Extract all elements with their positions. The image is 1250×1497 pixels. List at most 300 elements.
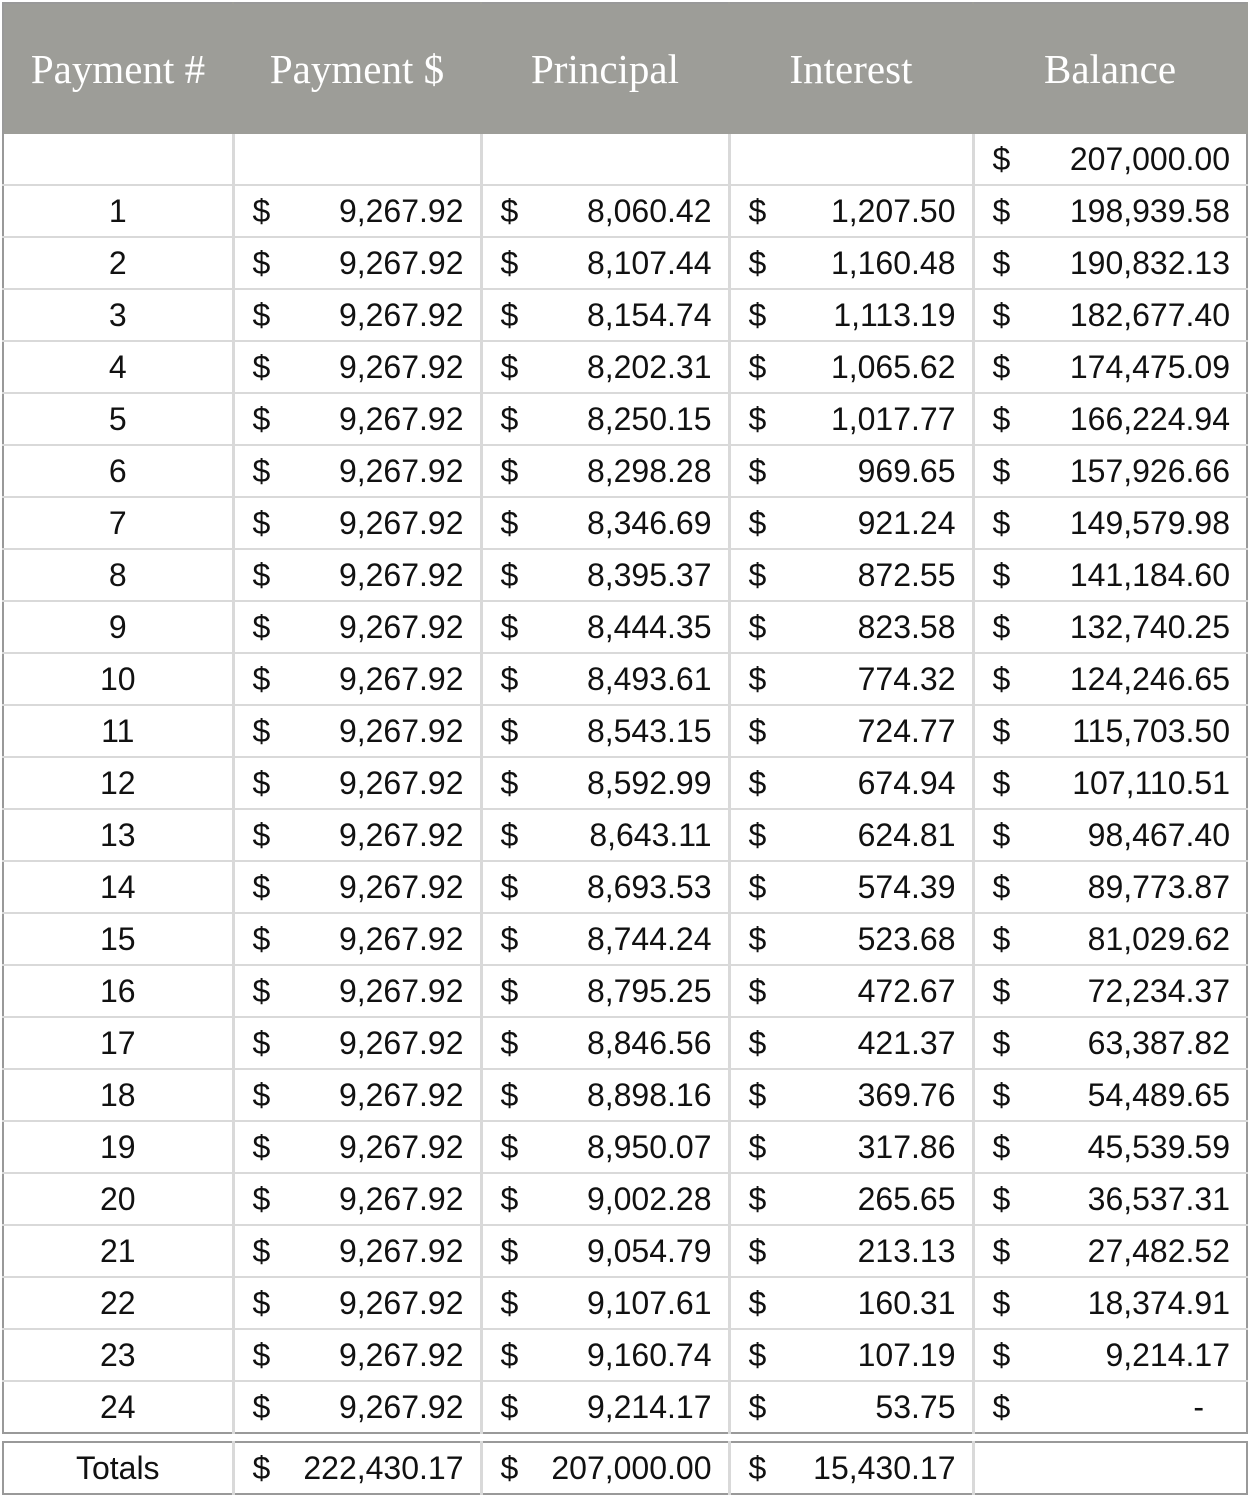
- balance-cell: [973, 913, 1247, 965]
- header-payment-number: Payment #: [3, 3, 233, 134]
- payment-number-cell: 19: [3, 1121, 233, 1173]
- currency-symbol: $: [748, 1076, 767, 1113]
- currency-symbol: $: [500, 556, 519, 593]
- payment-amount-value: 9,267.92: [338, 712, 464, 749]
- header-row: [3, 3, 1247, 134]
- balance-value: 198,939.58: [1069, 192, 1230, 229]
- principal-value: 8,202.31: [586, 348, 712, 385]
- principal-value: 9,214.17: [586, 1388, 712, 1425]
- table-row: [3, 1329, 1247, 1381]
- table-row: [3, 965, 1247, 1017]
- principal-value: 8,898.16: [586, 1076, 712, 1113]
- currency-symbol: $: [748, 660, 767, 697]
- principal-value: 8,298.28: [586, 452, 712, 489]
- table-row: [3, 653, 1247, 705]
- opening-balance-cell: [973, 134, 1247, 185]
- totals-interest-cell: [729, 1442, 973, 1494]
- totals-label: Totals: [3, 1442, 233, 1494]
- currency-symbol: $: [500, 1180, 519, 1217]
- currency-symbol: $: [252, 348, 271, 385]
- currency-symbol: $: [500, 972, 519, 1009]
- balance-cell: [973, 237, 1247, 289]
- principal-value: 9,054.79: [586, 1232, 712, 1269]
- table-row: [3, 497, 1247, 549]
- currency-symbol: $: [748, 1180, 767, 1217]
- payment-number-cell: 23: [3, 1329, 233, 1381]
- totals-table: [2, 1441, 1248, 1495]
- currency-symbol: $: [748, 712, 767, 749]
- principal-cell: [481, 653, 729, 705]
- payment-amount-cell: [233, 185, 481, 237]
- interest-value: 160.31: [857, 1284, 956, 1321]
- balance-value: 72,234.37: [1087, 972, 1230, 1009]
- balance-value: 174,475.09: [1069, 348, 1230, 385]
- currency-symbol: $: [252, 452, 271, 489]
- opening-balance-value: 207,000.00: [1069, 140, 1230, 177]
- interest-cell: [729, 1277, 973, 1329]
- currency-symbol: $: [748, 348, 767, 385]
- currency-symbol: $: [252, 244, 271, 281]
- payment-amount-value: 9,267.92: [338, 348, 464, 385]
- currency-symbol: $: [992, 1024, 1011, 1061]
- totals-payment-value: 222,430.17: [303, 1449, 464, 1486]
- balance-cell: [973, 393, 1247, 445]
- currency-symbol: $: [992, 348, 1011, 385]
- balance-cell: [973, 289, 1247, 341]
- header-principal: Principal: [481, 3, 729, 134]
- balance-value: 54,489.65: [1087, 1076, 1230, 1113]
- currency-symbol: $: [252, 296, 271, 333]
- currency-symbol: $: [500, 504, 519, 541]
- currency-symbol: $: [500, 660, 519, 697]
- payment-amount-cell: [233, 705, 481, 757]
- balance-value: 190,832.13: [1069, 244, 1230, 281]
- interest-value: 1,113.19: [833, 296, 956, 333]
- currency-symbol: $: [252, 1076, 271, 1113]
- currency-symbol: $: [500, 348, 519, 385]
- table-row: [3, 601, 1247, 653]
- interest-cell: [729, 1069, 973, 1121]
- table-row: [3, 341, 1247, 393]
- currency-symbol: $: [992, 972, 1011, 1009]
- balance-value: 166,224.94: [1069, 400, 1230, 437]
- balance-value: 115,703.50: [1072, 712, 1230, 749]
- balance-cell: [973, 1225, 1247, 1277]
- balance-cell: [973, 1381, 1247, 1433]
- table-row: [3, 445, 1247, 497]
- balance-value: 63,387.82: [1087, 1024, 1230, 1061]
- balance-cell: [973, 445, 1247, 497]
- currency-symbol: $: [992, 452, 1011, 489]
- balance-cell: [973, 809, 1247, 861]
- payment-amount-cell: [233, 1277, 481, 1329]
- principal-cell: [481, 289, 729, 341]
- payment-amount-value: 9,267.92: [338, 400, 464, 437]
- payment-number-cell: 12: [3, 757, 233, 809]
- currency-symbol: $: [252, 192, 271, 229]
- principal-cell: [481, 1017, 729, 1069]
- payment-amount-value: 9,267.92: [338, 1180, 464, 1217]
- interest-cell: [729, 237, 973, 289]
- balance-cell: [973, 601, 1247, 653]
- currency-symbol: $: [500, 400, 519, 437]
- balance-value: 36,537.31: [1087, 1180, 1230, 1217]
- payment-amount-value: 9,267.92: [338, 192, 464, 229]
- payment-amount-value: 9,267.92: [338, 296, 464, 333]
- payment-amount-cell: [233, 341, 481, 393]
- principal-value: 9,002.28: [586, 1180, 712, 1217]
- balance-value: 9,214.17: [1105, 1336, 1230, 1373]
- principal-value: 8,250.15: [586, 400, 712, 437]
- currency-symbol: $: [992, 920, 1011, 957]
- payment-amount-cell: [233, 1121, 481, 1173]
- principal-value: 8,346.69: [586, 504, 712, 541]
- currency-symbol: $: [992, 400, 1011, 437]
- payment-amount-cell: [233, 549, 481, 601]
- amortization-table: [2, 2, 1248, 1434]
- currency-symbol: $: [252, 920, 271, 957]
- currency-symbol: $: [252, 816, 271, 853]
- payment-amount-value: 9,267.92: [338, 1336, 464, 1373]
- opening-balance-row: [3, 134, 1247, 185]
- principal-value: 8,950.07: [586, 1128, 712, 1165]
- balance-value: -: [1193, 1388, 1204, 1425]
- payment-amount-value: 9,267.92: [338, 972, 464, 1009]
- balance-value: 124,246.65: [1069, 660, 1230, 697]
- payment-number-cell: 15: [3, 913, 233, 965]
- table-row: [3, 237, 1247, 289]
- currency-symbol: $: [992, 1128, 1011, 1165]
- currency-symbol: $: [500, 816, 519, 853]
- currency-symbol: $: [252, 764, 271, 801]
- currency-symbol: $: [252, 660, 271, 697]
- interest-value: 823.58: [857, 608, 956, 645]
- principal-value: 9,107.61: [586, 1284, 712, 1321]
- balance-cell: [973, 705, 1247, 757]
- currency-symbol: $: [500, 1284, 519, 1321]
- interest-cell: [729, 809, 973, 861]
- payment-number-cell: 24: [3, 1381, 233, 1433]
- payment-number-cell: 11: [3, 705, 233, 757]
- interest-value: 921.24: [857, 504, 956, 541]
- currency-symbol: $: [748, 452, 767, 489]
- currency-symbol: $: [748, 608, 767, 645]
- principal-value: 8,395.37: [586, 556, 712, 593]
- currency-symbol: $: [992, 816, 1011, 853]
- currency-symbol: $: [992, 192, 1011, 229]
- currency-symbol: $: [500, 1336, 519, 1373]
- currency-symbol: $: [500, 608, 519, 645]
- payment-amount-value: 9,267.92: [338, 1076, 464, 1113]
- principal-cell: [481, 1329, 729, 1381]
- principal-cell: [481, 237, 729, 289]
- payment-number-cell: 18: [3, 1069, 233, 1121]
- currency-symbol: $: [992, 660, 1011, 697]
- table-row: [3, 1017, 1247, 1069]
- principal-cell: [481, 445, 729, 497]
- payment-amount-value: 9,267.92: [338, 1232, 464, 1269]
- currency-symbol: $: [992, 1336, 1011, 1373]
- currency-symbol: $: [500, 244, 519, 281]
- payment-number-cell: 20: [3, 1173, 233, 1225]
- payment-number-cell: 16: [3, 965, 233, 1017]
- table-row: [3, 549, 1247, 601]
- table-row: [3, 861, 1247, 913]
- balance-value: 141,184.60: [1069, 556, 1230, 593]
- principal-value: 8,060.42: [586, 192, 712, 229]
- interest-cell: [729, 705, 973, 757]
- empty-cell: [729, 134, 973, 185]
- payment-number-cell: 3: [3, 289, 233, 341]
- currency-symbol: $: [748, 504, 767, 541]
- payment-amount-cell: [233, 237, 481, 289]
- payment-amount-cell: [233, 497, 481, 549]
- currency-symbol: $: [748, 1024, 767, 1061]
- interest-cell: [729, 601, 973, 653]
- currency-symbol: $: [992, 244, 1011, 281]
- balance-value: 107,110.51: [1072, 764, 1230, 801]
- principal-value: 8,693.53: [586, 868, 712, 905]
- payment-amount-value: 9,267.92: [338, 1284, 464, 1321]
- balance-value: 27,482.52: [1087, 1232, 1230, 1269]
- currency-symbol: $: [252, 972, 271, 1009]
- balance-cell: [973, 549, 1247, 601]
- currency-symbol: $: [252, 1232, 271, 1269]
- currency-symbol: $: [992, 1388, 1011, 1425]
- currency-symbol: $: [748, 192, 767, 229]
- payment-amount-value: 9,267.92: [338, 1128, 464, 1165]
- currency-symbol: $: [748, 556, 767, 593]
- empty-cell: [3, 134, 233, 185]
- currency-symbol: $: [992, 556, 1011, 593]
- currency-symbol: $: [500, 868, 519, 905]
- currency-symbol: $: [252, 1449, 271, 1486]
- interest-value: 624.81: [857, 816, 956, 853]
- balance-value: 18,374.91: [1087, 1284, 1230, 1321]
- balance-cell: [973, 757, 1247, 809]
- principal-cell: [481, 601, 729, 653]
- currency-symbol: $: [992, 140, 1011, 177]
- principal-value: 8,107.44: [586, 244, 712, 281]
- interest-cell: [729, 445, 973, 497]
- totals-interest-value: 15,430.17: [813, 1449, 956, 1486]
- payment-number-cell: 21: [3, 1225, 233, 1277]
- table-row: [3, 809, 1247, 861]
- empty-cell: [973, 1442, 1247, 1494]
- principal-cell: [481, 549, 729, 601]
- interest-value: 472.67: [857, 972, 956, 1009]
- principal-cell: [481, 809, 729, 861]
- currency-symbol: $: [748, 868, 767, 905]
- payment-number-cell: 13: [3, 809, 233, 861]
- payment-amount-value: 9,267.92: [338, 920, 464, 957]
- currency-symbol: $: [748, 1284, 767, 1321]
- currency-symbol: $: [500, 1449, 519, 1486]
- currency-symbol: $: [252, 504, 271, 541]
- header-payment-amount: Payment $: [233, 3, 481, 134]
- principal-cell: [481, 497, 729, 549]
- balance-cell: [973, 1069, 1247, 1121]
- empty-cell: [233, 134, 481, 185]
- interest-value: 317.86: [857, 1128, 956, 1165]
- principal-value: 8,444.35: [586, 608, 712, 645]
- payment-amount-cell: [233, 393, 481, 445]
- table-row: [3, 1225, 1247, 1277]
- balance-value: 45,539.59: [1087, 1128, 1230, 1165]
- interest-value: 421.37: [857, 1024, 956, 1061]
- interest-cell: [729, 861, 973, 913]
- interest-value: 1,065.62: [830, 348, 956, 385]
- table-row: [3, 393, 1247, 445]
- interest-cell: [729, 341, 973, 393]
- balance-cell: [973, 1277, 1247, 1329]
- interest-value: 265.65: [857, 1180, 956, 1217]
- totals-principal-value: 207,000.00: [551, 1449, 712, 1486]
- payment-number-cell: 8: [3, 549, 233, 601]
- payment-amount-value: 9,267.92: [338, 504, 464, 541]
- header-balance: Balance: [973, 3, 1247, 134]
- payment-amount-cell: [233, 653, 481, 705]
- currency-symbol: $: [252, 712, 271, 749]
- totals-principal-cell: [481, 1442, 729, 1494]
- payment-number-cell: 4: [3, 341, 233, 393]
- payment-number-cell: 17: [3, 1017, 233, 1069]
- interest-value: 213.13: [857, 1232, 956, 1269]
- balance-cell: [973, 341, 1247, 393]
- principal-cell: [481, 393, 729, 445]
- balance-cell: [973, 1017, 1247, 1069]
- currency-symbol: $: [500, 1076, 519, 1113]
- principal-cell: [481, 341, 729, 393]
- currency-symbol: $: [252, 1180, 271, 1217]
- balance-value: 89,773.87: [1087, 868, 1230, 905]
- interest-cell: [729, 1173, 973, 1225]
- header-interest: Interest: [729, 3, 973, 134]
- principal-cell: [481, 1121, 729, 1173]
- principal-cell: [481, 1069, 729, 1121]
- currency-symbol: $: [500, 452, 519, 489]
- payment-number-cell: 14: [3, 861, 233, 913]
- principal-value: 8,543.15: [586, 712, 712, 749]
- payment-number-cell: 7: [3, 497, 233, 549]
- payment-amount-cell: [233, 757, 481, 809]
- currency-symbol: $: [500, 1388, 519, 1425]
- currency-symbol: $: [252, 608, 271, 645]
- payment-number-cell: 22: [3, 1277, 233, 1329]
- currency-symbol: $: [748, 764, 767, 801]
- payment-number-cell: 1: [3, 185, 233, 237]
- payment-amount-value: 9,267.92: [338, 816, 464, 853]
- payment-amount-value: 9,267.92: [338, 868, 464, 905]
- payment-amount-cell: [233, 1173, 481, 1225]
- balance-cell: [973, 185, 1247, 237]
- currency-symbol: $: [748, 244, 767, 281]
- currency-symbol: $: [992, 296, 1011, 333]
- payment-amount-value: 9,267.92: [338, 556, 464, 593]
- payment-amount-value: 9,267.92: [338, 764, 464, 801]
- payment-amount-cell: [233, 965, 481, 1017]
- principal-value: 8,795.25: [586, 972, 712, 1009]
- interest-cell: [729, 393, 973, 445]
- interest-value: 1,207.50: [830, 192, 956, 229]
- balance-cell: [973, 861, 1247, 913]
- payment-amount-value: 9,267.92: [338, 452, 464, 489]
- payment-number-cell: 10: [3, 653, 233, 705]
- currency-symbol: $: [500, 1232, 519, 1269]
- payment-amount-value: 9,267.92: [338, 1024, 464, 1061]
- currency-symbol: $: [252, 400, 271, 437]
- table-row: [3, 757, 1247, 809]
- payment-amount-cell: [233, 1017, 481, 1069]
- principal-value: 8,643.11: [589, 816, 712, 853]
- interest-value: 53.75: [875, 1388, 956, 1425]
- payment-amount-value: 9,267.92: [338, 608, 464, 645]
- currency-symbol: $: [748, 400, 767, 437]
- empty-cell: [481, 134, 729, 185]
- principal-cell: [481, 1381, 729, 1433]
- payment-amount-cell: [233, 1381, 481, 1433]
- interest-value: 724.77: [857, 712, 956, 749]
- payment-amount-value: 9,267.92: [338, 244, 464, 281]
- currency-symbol: $: [500, 296, 519, 333]
- currency-symbol: $: [252, 556, 271, 593]
- principal-cell: [481, 965, 729, 1017]
- principal-cell: [481, 1225, 729, 1277]
- payment-number-cell: 9: [3, 601, 233, 653]
- currency-symbol: $: [500, 1024, 519, 1061]
- balance-value: 132,740.25: [1069, 608, 1230, 645]
- currency-symbol: $: [992, 764, 1011, 801]
- table-row: [3, 289, 1247, 341]
- currency-symbol: $: [992, 1180, 1011, 1217]
- interest-value: 107.19: [857, 1336, 956, 1373]
- interest-value: 574.39: [857, 868, 956, 905]
- currency-symbol: $: [252, 1336, 271, 1373]
- currency-symbol: $: [500, 1128, 519, 1165]
- interest-cell: [729, 1121, 973, 1173]
- balance-value: 157,926.66: [1069, 452, 1230, 489]
- table-row: [3, 1277, 1247, 1329]
- currency-symbol: $: [500, 712, 519, 749]
- currency-symbol: $: [252, 1128, 271, 1165]
- currency-symbol: $: [992, 868, 1011, 905]
- interest-cell: [729, 497, 973, 549]
- payment-amount-cell: [233, 445, 481, 497]
- currency-symbol: $: [252, 1024, 271, 1061]
- table-row: [3, 913, 1247, 965]
- currency-symbol: $: [992, 504, 1011, 541]
- principal-value: 8,846.56: [586, 1024, 712, 1061]
- principal-value: 8,493.61: [586, 660, 712, 697]
- currency-symbol: $: [252, 1284, 271, 1321]
- table-row: [3, 1121, 1247, 1173]
- table-row: [3, 185, 1247, 237]
- payment-amount-cell: [233, 861, 481, 913]
- totals-payment-cell: [233, 1442, 481, 1494]
- interest-cell: [729, 653, 973, 705]
- totals-row: [3, 1442, 1247, 1494]
- currency-symbol: $: [748, 972, 767, 1009]
- balance-cell: [973, 1329, 1247, 1381]
- table-row: [3, 1381, 1247, 1433]
- interest-cell: [729, 757, 973, 809]
- interest-cell: [729, 185, 973, 237]
- principal-value: 8,154.74: [586, 296, 712, 333]
- currency-symbol: $: [992, 1076, 1011, 1113]
- interest-cell: [729, 1225, 973, 1277]
- balance-cell: [973, 1173, 1247, 1225]
- principal-cell: [481, 1173, 729, 1225]
